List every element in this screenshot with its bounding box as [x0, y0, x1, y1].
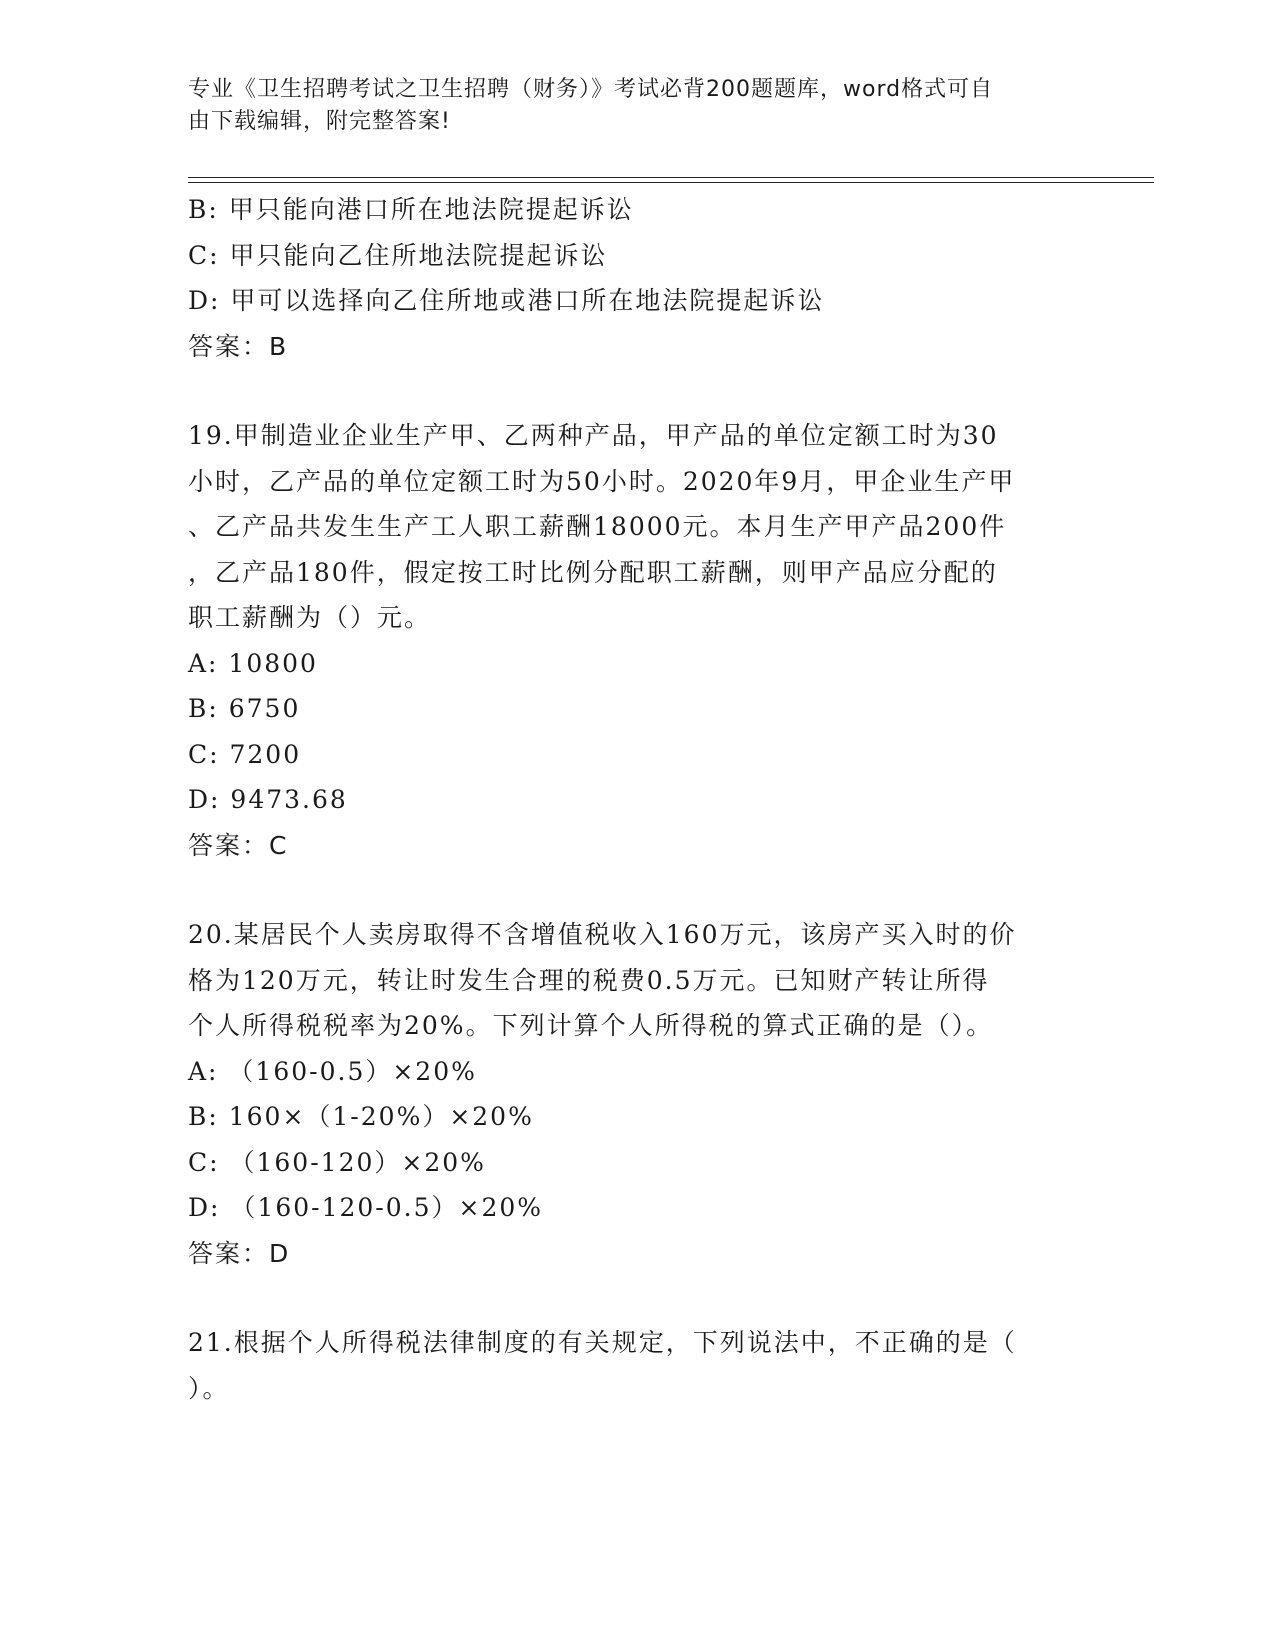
- option-b: B: 甲只能向港口所在地法院提起诉讼: [188, 195, 634, 224]
- question-stem-line: 20.某居民个人卖房取得不含增值税收入160万元，该房产买入时的价: [188, 920, 1017, 949]
- question-stem-line: 职工薪酬为（）元。: [188, 603, 432, 632]
- question-21: [188, 1320, 1088, 1411]
- question-stem-line: 格为120万元，转让时发生合理的税费0.5万元。已知财产转让所得: [188, 965, 990, 995]
- option-c: C: 7200: [188, 739, 302, 769]
- header-divider-bottom: [188, 182, 1154, 183]
- question-stem-line: ）。: [188, 1373, 230, 1403]
- answer-line: 答案：B: [188, 331, 289, 361]
- question-stem-line: ，乙产品180件，假定按工时比例分配职工薪酬，则甲产品应分配的: [188, 557, 998, 587]
- option-b: B: 6750: [188, 694, 301, 723]
- header-line-1: 专业《卫生招聘考试之卫生招聘（财务）》考试必背200题题库，word格式可自: [188, 77, 994, 102]
- answer-line: 答案：C: [188, 830, 289, 860]
- prev-question-block: [188, 187, 1088, 369]
- document-header: [188, 74, 1068, 138]
- question-20: [188, 912, 1088, 1276]
- document-body: [188, 187, 1088, 1411]
- question-stem-line: 21.根据个人所得税法律制度的有关规定，下列说法中，不正确的是（: [188, 1328, 1017, 1357]
- option-c: C: 甲只能向乙住所地法院提起诉讼: [188, 240, 608, 270]
- question-stem-line: 、乙产品共发生生产工人职工薪酬18000元。本月生产甲产品200件: [188, 512, 1007, 541]
- question-19: [188, 413, 1088, 868]
- option-c: C: （160-120）×20%: [188, 1147, 486, 1177]
- header-divider-top: [188, 177, 1154, 178]
- header-line-2: 由下载编辑，附完整答案!: [188, 109, 451, 134]
- option-a: A: （160-0.5）×20%: [188, 1056, 477, 1086]
- question-stem-line: 19.甲制造业企业生产甲、乙两种产品，甲产品的单位定额工时为30: [188, 421, 999, 450]
- option-d: D: （160-120-0.5）×20%: [188, 1193, 544, 1222]
- option-a: A: 10800: [188, 648, 318, 678]
- question-stem-line: 个人所得税税率为20%。下列计算个人所得税的算式正确的是（）。: [188, 1011, 994, 1040]
- option-b: B: 160×（1-20%）×20%: [188, 1102, 534, 1131]
- option-d: D: 甲可以选择向乙住所地或港口所在地法院提起诉讼: [188, 286, 825, 315]
- option-d: D: 9473.68: [188, 785, 348, 814]
- question-stem-line: 小时，乙产品的单位定额工时为50小时。2020年9月，甲企业生产甲: [188, 466, 1016, 496]
- answer-line: 答案：D: [188, 1238, 291, 1268]
